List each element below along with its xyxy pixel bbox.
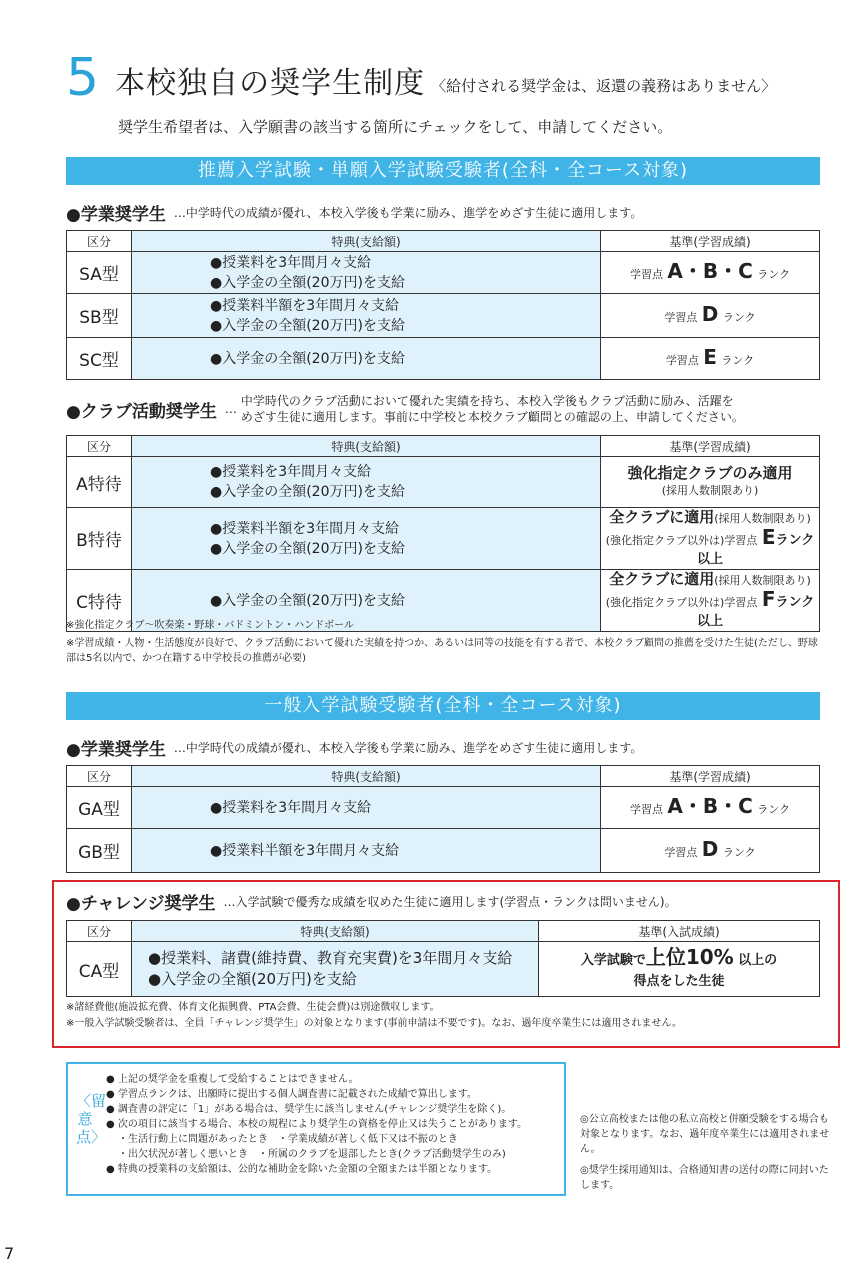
col-c: 基準(学習成績) (601, 436, 820, 457)
caution-item: ● 特典の授業料の支給額は、公的な補助金を除いた金額の全額または半額となります。 (106, 1164, 498, 1175)
col-b: 特典(支給額) (132, 766, 601, 787)
row-k: SB型 (67, 294, 132, 338)
s1-table (66, 230, 820, 380)
grade-post: ランク (722, 310, 756, 324)
s1-title: ●学業奨学生 (66, 205, 166, 225)
s3-table (66, 765, 820, 873)
grade-post: ランク (757, 267, 791, 281)
s2-note-2: ※学習成績・人物・生活態度が良好で、クラブ活動において優れた実績を持つか、あるいは同等の技能を有する者で、本校クラブ顧問の推薦を受けた生徒(ただし、野球部は5名以内で、かつ在籍する中学校長の推薦が必要) (66, 638, 818, 664)
s3-heading (66, 735, 642, 760)
col-c: 基準(入試成績) (539, 921, 820, 942)
benefit-1: ●入学金の全額(20万円)を支給 (210, 592, 405, 609)
grade: F (761, 587, 776, 611)
col-b: 特典(支給額) (132, 231, 601, 252)
col-b: 特典(支給額) (132, 921, 539, 942)
row-k: A特待 (67, 457, 132, 508)
row-k: GA型 (67, 787, 132, 829)
caution-label: 〈留意点〉 (76, 1092, 107, 1146)
criteria-2: (採用人数制限あり) (661, 484, 759, 497)
caution-item: ・出欠状況が著しく悪いとき ・所属のクラブを退部したとき(クラブ活動奨学生のみ) (118, 1149, 506, 1160)
caution-box (66, 1062, 566, 1196)
side-note-2: ◎奨学生採用通知は、合格通知書の送付の際に同封いたします。 (580, 1165, 829, 1191)
benefit-1: ●授業料を3年間月々支給 (210, 464, 372, 480)
s2-dots: … (224, 402, 237, 416)
s1-desc: …中学時代の成績が優れ、本校入学後も学業に励み、進学をめざす生徒に適用します。 (173, 206, 643, 220)
benefit-1: ●授業料を3年間月々支給 (210, 254, 372, 271)
row-k: SA型 (67, 252, 132, 294)
criteria-2: (強化指定クラブ以外は)学習点 (605, 534, 758, 547)
grade: E (761, 525, 776, 549)
col-k: 区分 (67, 231, 132, 252)
benefit-1: ●授業料半額を3年間月々支給 (210, 842, 400, 859)
criteria-1: 全クラブに適用 (609, 508, 715, 526)
section-header (66, 48, 777, 108)
s3-desc: …中学時代の成績が優れ、本校入学後も学業に励み、進学をめざす生徒に適用します。 (173, 741, 643, 755)
s4-desc: …入学試験で優秀な成績を収めた生徒に適用します(学習点・ランクは問いません)。 (223, 895, 677, 909)
s1-heading (66, 200, 642, 225)
criteria-1: 全クラブに適用 (609, 570, 715, 588)
grade-pre: 学習点 (629, 267, 663, 281)
section-title: 本校独自の奨学生制度 (115, 66, 426, 101)
s4-table (66, 920, 820, 997)
criteria-post: 以上の (738, 952, 778, 968)
grade-post: ランク (721, 353, 755, 367)
s4-heading (66, 889, 677, 914)
caution-item: ● 上記の奨学金を重複して受給することはできません。 (106, 1074, 359, 1085)
s3-title: ●学業奨学生 (66, 740, 166, 760)
grade-post: ランク以上 (696, 595, 815, 629)
grade: D (701, 836, 719, 861)
row-k: CA型 (67, 942, 132, 997)
s2-heading (66, 393, 744, 425)
s2-table (66, 435, 820, 632)
page-number: 7 (4, 1244, 15, 1263)
section-number: 5 (66, 48, 100, 108)
caution-item: ● 調査書の評定に「1」がある場合は、奨学生に該当しません(チャレンジ奨学生を除く)。 (106, 1104, 512, 1115)
grade-pre: 学習点 (664, 845, 698, 859)
criteria-1-note: (採用人数制限あり) (714, 574, 811, 587)
criteria-top: 上位10% (645, 944, 734, 969)
row-k: SC型 (67, 338, 132, 380)
criteria-1-note: (採用人数制限あり) (714, 512, 811, 525)
benefit-2: ●入学金の全額(20万円)を支給 (210, 274, 405, 291)
col-b: 特典(支給額) (132, 436, 601, 457)
benefit-1: ●授業料、諸費(維持費、教育充実費)を3年間月々支給 (148, 949, 513, 967)
caution-item: ● 学習点ランクは、出願時に提出する個人調査書に記載された成績で算出します。 (106, 1089, 477, 1100)
s4-title: ●チャレンジ奨学生 (66, 894, 216, 914)
grade: A・B・C (667, 258, 753, 283)
grade-pre: 学習点 (665, 353, 699, 367)
caution-item: ● 次の項目に該当する場合、本校の規程により奨学生の資格を停止又は失うことがあります。 (106, 1119, 528, 1130)
band-general: 一般入学試験受験者(全科・全コース対象) (66, 692, 820, 720)
row-k: GB型 (67, 829, 132, 873)
col-c: 基準(学習成績) (601, 766, 820, 787)
col-k: 区分 (67, 921, 132, 942)
benefit-1: ●授業料を3年間月々支給 (210, 799, 372, 816)
grade-post: ランク以上 (696, 533, 815, 567)
criteria-2: (強化指定クラブ以外は)学習点 (605, 596, 758, 609)
caution-item: ・生活行動上に問題があったとき ・学業成績が著しく低下又は不振のとき (118, 1134, 458, 1145)
grade-pre: 学習点 (664, 310, 698, 324)
side-notes (580, 1112, 830, 1193)
col-k: 区分 (67, 436, 132, 457)
benefit-1: ●授業料半額を3年間月々支給 (210, 520, 400, 537)
grade-pre: 学習点 (629, 802, 663, 816)
grade-post: ランク (722, 845, 756, 859)
benefit-1: ●授業料半額を3年間月々支給 (210, 297, 400, 314)
band-recommend: 推薦入学試験・単願入学試験受験者(全科・全コース対象) (66, 157, 820, 185)
caution-list (106, 1072, 527, 1177)
s2-note-1: ※強化指定クラブ〜吹奏楽・野球・バドミントン・ハンドボール (66, 620, 354, 631)
s4-note-1: ※諸経費他(施設拡充費、体育文化振興費、PTA会費、生徒会費)は別途徴収します。 (66, 1002, 440, 1013)
benefit-1: ●入学金の全額(20万円)を支給 (210, 350, 405, 367)
s4-note-2: ※一般入学試験受験者は、全員「チャレンジ奨学生」の対象となります(事前申請は不要です)。なお、過年度卒業生には適用されません。 (66, 1018, 682, 1029)
side-note-1: ◎公立高校または他の私立高校と併願受験をする場合も対象となります。なお、過年度卒業生には適用されません。 (580, 1114, 830, 1155)
s2-desc-1: 中学時代のクラブ活動において優れた実績を持ち、本校入学後もクラブ活動に励み、活躍を (240, 394, 734, 408)
s2-desc-2: めざす生徒に適用します。事前に中学校と本校クラブ顧問との確認の上、申請してください。 (240, 410, 744, 424)
benefit-2: ●入学金の全額(20万円)を支給 (210, 317, 405, 334)
grade: A・B・C (667, 793, 753, 818)
grade: D (701, 301, 719, 326)
row-k: B特待 (67, 508, 132, 570)
benefit-2: ●入学金の全額(20万円)を支給 (148, 970, 357, 988)
s2-title: ●クラブ活動奨学生 (66, 401, 217, 422)
benefit-2: ●入学金の全額(20万円)を支給 (210, 540, 405, 557)
section-subtitle: 〈給付される奨学金は、返還の義務はありません〉 (431, 77, 777, 95)
criteria-1: 強化指定クラブのみ適用 (627, 464, 793, 482)
intro-text: 奨学生希望者は、入学願書の該当する箇所にチェックをして、申請してください。 (118, 118, 673, 136)
grade-post: ランク (757, 802, 791, 816)
criteria-pre: 入学試験で (580, 952, 646, 968)
benefit-2: ●入学金の全額(20万円)を支給 (210, 484, 405, 500)
criteria-2: 得点をした生徒 (633, 973, 725, 989)
grade: E (703, 344, 717, 369)
col-c: 基準(学習成績) (601, 231, 820, 252)
col-k: 区分 (67, 766, 132, 787)
row-k: C特待 (67, 570, 132, 632)
